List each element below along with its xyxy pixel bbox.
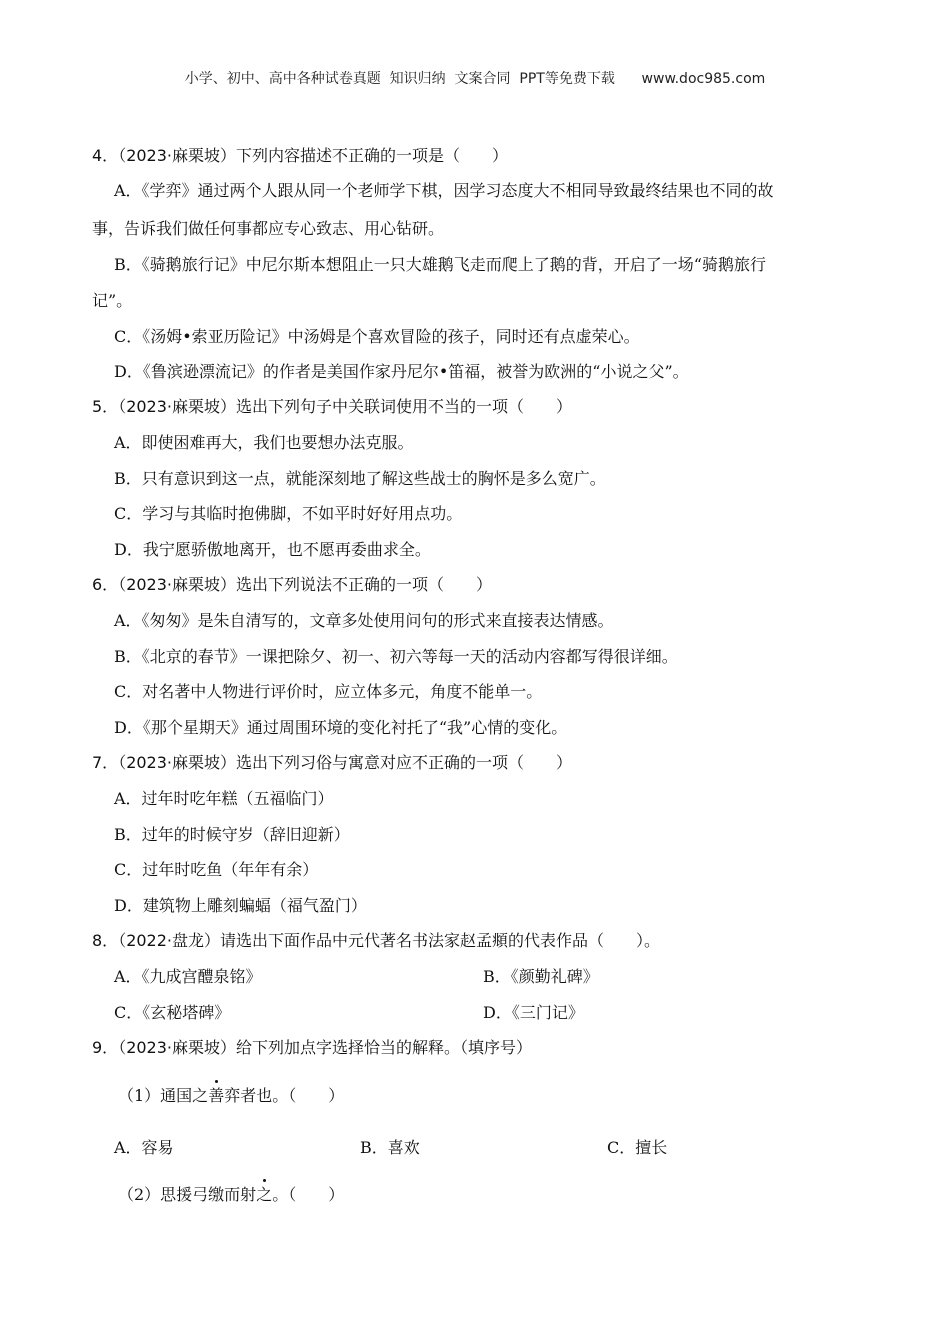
- question-9-sub-1-option-a: A．容易: [114, 1138, 174, 1157]
- question-9-sub-1-option-b: B．喜欢: [360, 1138, 420, 1157]
- question-stem: 下列内容描述不正确的一项是（ ）: [236, 146, 509, 165]
- question-source: （2023·麻栗坡）: [118, 1038, 236, 1057]
- question-7-option-d: D．建筑物上雕刻蝙蝠（福气盈门）: [114, 896, 367, 915]
- question-5-option-d: D．我宁愿骄傲地离开，也不愿再委曲求全。: [114, 540, 431, 559]
- question-9-sub-2: [118, 1185, 344, 1205]
- emphasis-dotted-char: 之: [256, 1185, 273, 1204]
- question-9-sub-1: [118, 1086, 344, 1106]
- question-4-option-c: C．《汤姆•索亚历险记》中汤姆是个喜欢冒险的孩子，同时还有点虚荣心。: [114, 327, 640, 346]
- question-8-option-c: C．《玄秘塔碑》: [114, 1003, 231, 1022]
- question-stem: 选出下列说法不正确的一项（ ）: [236, 575, 493, 594]
- question-7-option-a: A．过年时吃年糕（五福临门）: [114, 789, 334, 808]
- question-7-option-b: B．过年的时候守岁（辞旧迎新）: [114, 825, 350, 844]
- question-stem: 给下列加点字选择恰当的解释。（填序号）: [236, 1038, 533, 1057]
- sub-question-text-after: 。（ ）: [272, 1185, 345, 1204]
- question-4-option-a-line-1: A．《学弈》通过两个人跟从同一个老师学下棋，因学习态度大不相同导致最终结果也不同的故: [114, 181, 774, 200]
- question-8-option-d: D．《三门记》: [483, 1003, 584, 1022]
- sub-question-text-before: （2）思援弓缴而射: [118, 1185, 257, 1204]
- question-source: （2023·麻栗坡）: [118, 753, 236, 772]
- question-number: 5．: [92, 397, 119, 416]
- question-5-option-b: B．只有意识到这一点，就能深刻地了解这些战士的胸怀是多么宽广。: [114, 469, 606, 488]
- question-5-heading: [92, 397, 572, 417]
- question-source: （2023·麻栗坡）: [118, 575, 236, 594]
- question-5-option-c: C．学习与其临时抱佛脚，不如平时好好用点功。: [114, 504, 463, 523]
- question-5-option-a: A．即使困难再大，我们也要想办法克服。: [114, 433, 414, 452]
- question-number: 4．: [92, 146, 119, 165]
- question-6-option-d: D．《那个星期天》通过周围环境的变化衬托了“我”心情的变化。: [114, 718, 568, 737]
- sub-question-text-before: （1）通国之: [118, 1086, 209, 1105]
- question-number: 8．: [92, 931, 119, 950]
- question-source: （2022·盘龙）: [118, 931, 220, 950]
- question-stem: 请选出下面作品中元代著名书法家赵孟頫的代表作品（ ）。: [220, 931, 661, 950]
- question-8-option-a: A．《九成宫醴泉铭》: [114, 967, 262, 986]
- question-source: （2023·麻栗坡）: [118, 146, 236, 165]
- question-4-option-a-line-2: 事，告诉我们做任何事都应专心致志、用心钻研。: [92, 219, 445, 238]
- question-stem: 选出下列习俗与寓意对应不正确的一项（ ）: [236, 753, 573, 772]
- question-number: 9．: [92, 1038, 119, 1057]
- question-7-option-c: C．过年时吃鱼（年年有余）: [114, 860, 319, 879]
- question-4-heading: [92, 146, 508, 166]
- question-4-option-d: D．《鲁滨逊漂流记》的作者是美国作家丹尼尔•笛福，被誉为欧洲的“小说之父”。: [114, 362, 689, 381]
- question-number: 7．: [92, 753, 119, 772]
- question-4-option-b-line-2: 记”。: [92, 291, 133, 310]
- question-6-option-a: A．《匆匆》是朱自清写的，文章多处使用问句的形式来直接表达情感。: [114, 611, 614, 630]
- question-7-heading: [92, 753, 572, 773]
- question-9-sub-1-option-c: C．擅长: [607, 1138, 668, 1157]
- question-6-option-b: B．《北京的春节》一课把除夕、初一、初六等每一天的活动内容都写得很详细。: [114, 647, 678, 666]
- sub-question-text-after: 弈者也。（ ）: [224, 1086, 345, 1105]
- question-8-option-b: B．《颜勤礼碑》: [483, 967, 599, 986]
- question-number: 6．: [92, 575, 119, 594]
- page-header: 小学、初中、高中各种试卷真题 知识归纳 文案合同 PPT等免费下载 www.doc985.com: [184, 71, 766, 87]
- question-9-heading: [92, 1038, 532, 1058]
- question-source: （2023·麻栗坡）: [118, 397, 236, 416]
- question-6-option-c: C．对名著中人物进行评价时，应立体多元，角度不能单一。: [114, 682, 543, 701]
- emphasis-dotted-char: 善: [208, 1086, 225, 1105]
- question-8-heading: [92, 931, 660, 951]
- question-stem: 选出下列句子中关联词使用不当的一项（ ）: [236, 397, 573, 416]
- question-6-heading: [92, 575, 492, 595]
- question-4-option-b-line-1: B．《骑鹅旅行记》中尼尔斯本想阻止一只大雄鹅飞走而爬上了鹅的背，开启了一场“骑鹅旅行: [114, 255, 766, 274]
